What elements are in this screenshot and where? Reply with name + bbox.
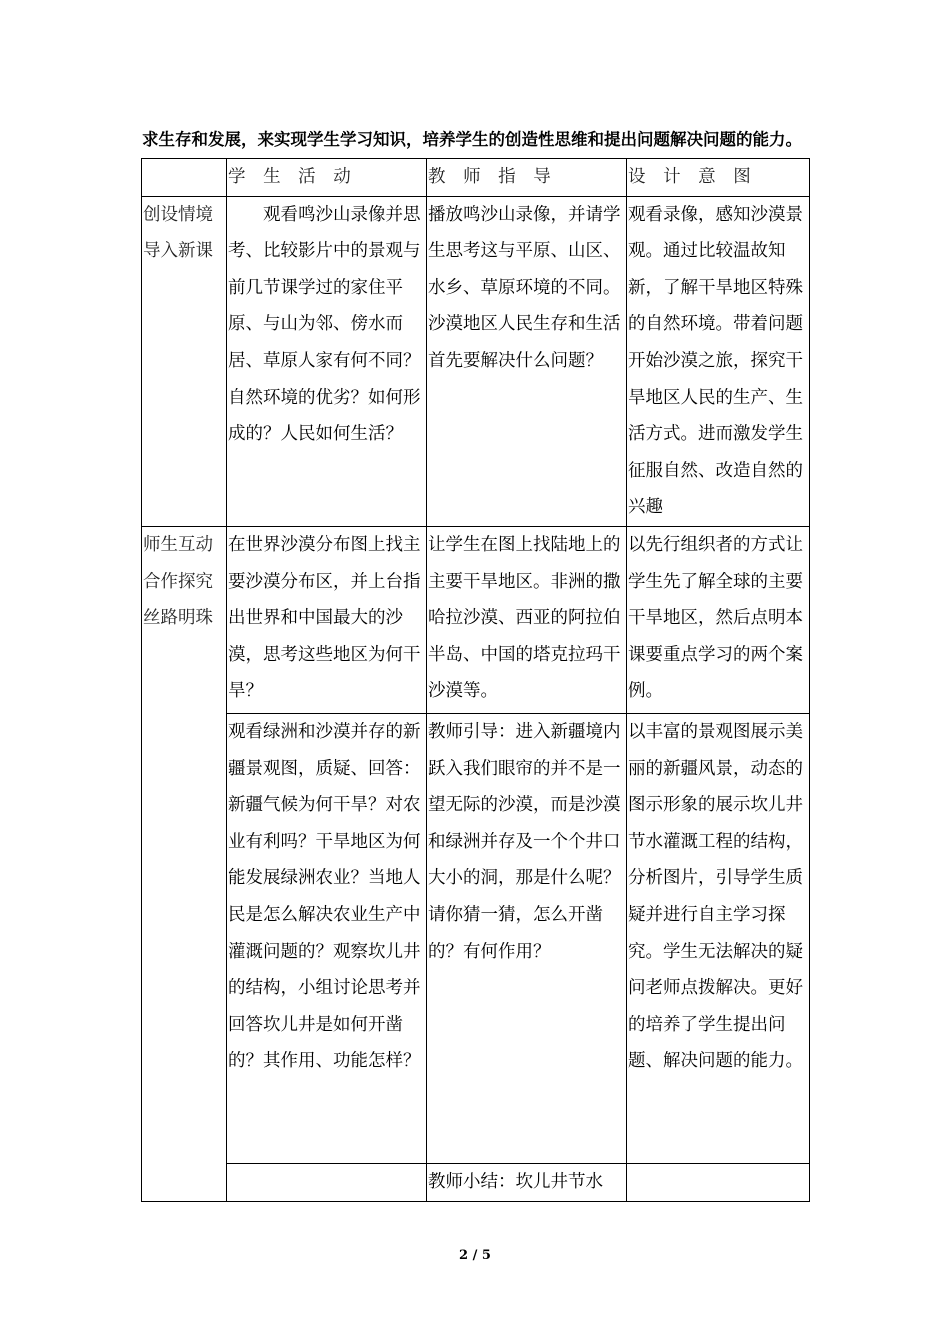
table-row xyxy=(142,526,810,713)
intro-line: 求生存和发展，来实现学生学习知识，培养学生的创造性思维和提出问题解决问题的能力。 xyxy=(142,130,802,149)
teacher-guidance-cell: 播放鸣沙山录像，并请学生思考这与平原、山区、水乡、草原环境的不同。沙漠地区人民生存和生活首先要解决什么问题？ xyxy=(427,196,627,526)
stage-cell: 师生互动合作探究丝路明珠 xyxy=(142,526,227,1201)
header-teacher-guidance: 教 师 指 导 xyxy=(427,159,627,197)
header-design-intent: 设 计 意 图 xyxy=(627,159,810,197)
stage-cell: 创设情境导入新课 xyxy=(142,196,227,526)
lesson-plan-table xyxy=(141,158,810,1202)
header-row xyxy=(142,159,810,197)
student-activity-cell: 观看鸣沙山录像并思考、比较影片中的景观与前几节课学过的家住平原、与山为邻、傍水而居、草原人家有何不同？自然环境的优劣？如何形成的？人民如何生活？ xyxy=(227,196,427,526)
design-intent-cell: 以先行组织者的方式让学生先了解全球的主要干旱地区，然后点明本课要重点学习的两个案例。 xyxy=(627,526,810,713)
teacher-guidance-cell: 教师引导：进入新疆境内跃入我们眼帘的并不是一望无际的沙漠，而是沙漠和绿洲并存及一个个井口大小的洞，那是什么呢？请你猜一猜，怎么开凿的？有何作用？ xyxy=(427,713,627,1163)
student-activity-cell: 在世界沙漠分布图上找主要沙漠分布区，并上台指出世界和中国最大的沙漠，思考这些地区为何干旱？ xyxy=(227,526,427,713)
table-row xyxy=(142,1163,810,1201)
design-intent-cell: 观看录像，感知沙漠景观。通过比较温故知新，了解干旱地区特殊的自然环境。带着问题开始沙漠之旅，探究干旱地区人民的生产、生活方式。进而激发学生征服自然、改造自然的兴趣 xyxy=(627,196,810,526)
table-row xyxy=(142,713,810,1163)
student-activity-cell xyxy=(227,1163,427,1201)
page-number: 2 / 5 xyxy=(459,1248,491,1263)
teacher-guidance-cell: 教师小结：坎儿井节水 xyxy=(427,1163,627,1201)
header-stage xyxy=(142,159,227,197)
teacher-guidance-cell: 让学生在图上找陆地上的主要干旱地区。非洲的撒哈拉沙漠、西亚的阿拉伯半岛、中国的塔克拉玛干沙漠等。 xyxy=(427,526,627,713)
design-intent-cell xyxy=(627,1163,810,1201)
student-activity-cell: 观看绿洲和沙漠并存的新疆景观图，质疑、回答：新疆气候为何干旱？对农业有利吗？干旱地区为何能发展绿洲农业？当地人民是怎么解决农业生产中灌溉问题的？观察坎儿井的结构，小组讨论思考并回答坎儿井是如何开凿的？其作用、功能怎样？ xyxy=(227,713,427,1163)
table-row xyxy=(142,196,810,526)
header-student-activity: 学 生 活 动 xyxy=(227,159,427,197)
design-intent-cell: 以丰富的景观图展示美丽的新疆风景，动态的图示形象的展示坎儿井节水灌溉工程的结构，分析图片，引导学生质疑并进行自主学习探究。学生无法解决的疑问老师点拨解决。更好的培养了学生提出问题、解决问题的能力。 xyxy=(627,713,810,1163)
